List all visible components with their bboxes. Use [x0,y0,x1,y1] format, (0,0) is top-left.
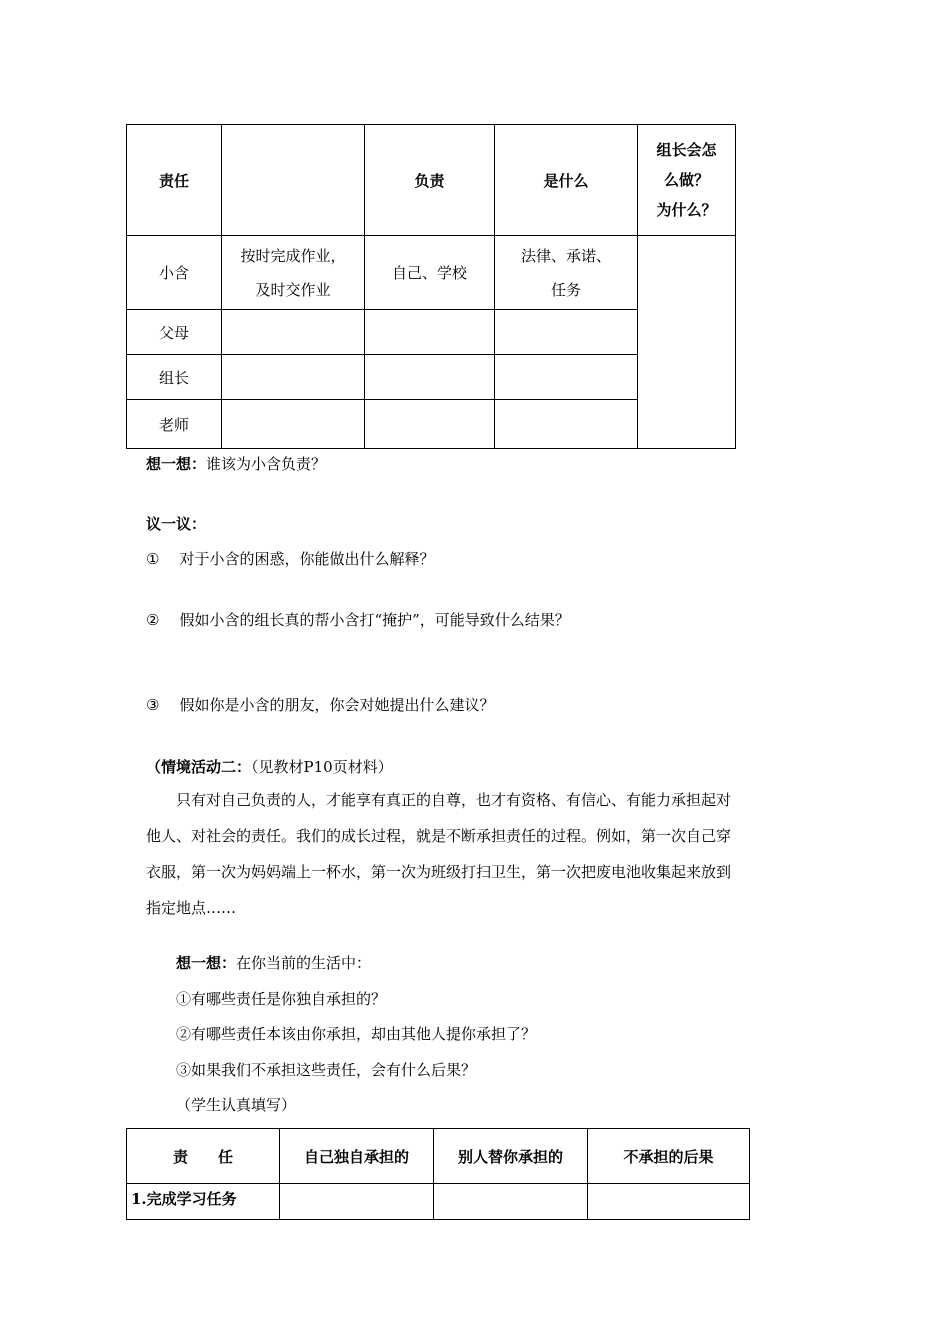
responsibility-table [126,124,736,449]
discuss-item: ① 对于小含的困惑，你能做出什么解释？ [146,550,435,568]
think-item: ③如果我们不承担这些责任，会有什么后果？ [176,1061,477,1079]
think-item: ①有哪些责任是你独自承担的？ [176,990,387,1008]
fill-note: （学生认真填写） [176,1096,297,1114]
leader-answer-cell [638,236,736,449]
to-whom-cell: 自己、学校 [365,236,495,310]
what-cell: 法律、承诺、 任务 [495,236,638,310]
role-cell: 父母 [127,310,222,355]
role-cell: 老师 [127,400,222,449]
table-header-row [127,125,736,236]
discuss-title: 议一议： [146,515,207,533]
header-cell: 责 任 [127,1129,280,1184]
table-header-row [127,1129,750,1184]
activity-2-heading: （情境活动二：（见教材P10页材料） [146,758,393,776]
table-row [127,236,736,310]
role-cell: 小含 [127,236,222,310]
responsibility-fill-table [126,1128,750,1220]
header-cell: 是什么 [495,125,638,236]
table-row [127,1184,750,1220]
task-cell: 1.完成学习任务 [127,1184,280,1220]
header-cell: 自己独自承担的 [280,1129,434,1184]
discuss-item: ③ 假如你是小含的朋友，你会对她提出什么建议？ [146,696,495,714]
header-cell [222,125,365,236]
header-cell: 别人替你承担的 [434,1129,588,1184]
think-prompt-1: 想一想：谁该为小含负责？ [146,455,327,473]
header-cell: 组长会怎 么做？ 为什么？ [638,125,736,236]
header-cell: 不承担的后果 [588,1129,750,1184]
action-cell: 按时完成作业， 及时交作业 [222,236,365,310]
discuss-item: ② 假如小含的组长真的帮小含打“掩护”，可能导致什么结果？ [146,611,570,629]
role-cell: 组长 [127,355,222,400]
paragraph: 只有对自己负责的人，才能享有真正的自尊，也才有资格、有信心、有能力承担起对 他人、对社会的责任。我们的成长过程，就是不断承担责任的过程。例如，第一次自己穿 衣服，第一次为妈妈端上一杯水，第一次为班级打扫卫生，第一次把废电池收集起来放到 指定地点…… [146,791,732,917]
think-item: ②有哪些责任本该由你承担，却由其他人提你承担了？ [176,1025,537,1043]
header-cell: 负责 [365,125,495,236]
header-cell: 责任 [127,125,222,236]
think-prompt-2: 想一想：在你当前的生活中： [176,954,372,972]
